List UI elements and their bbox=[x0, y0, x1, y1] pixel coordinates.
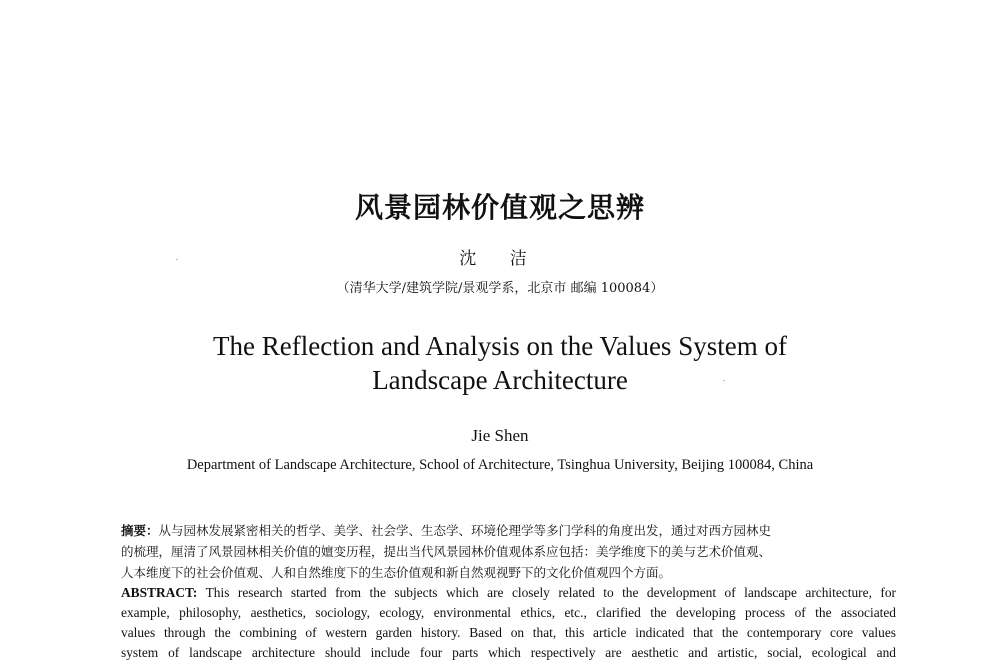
english-abstract-line: example, philosophy, aesthetics, sociology, ecology, environmental ethics, etc., clarified the developing process of the associated bbox=[121, 605, 896, 620]
english-abstract-text: This research started from the subjects which are closely related to the development of landscape architecture, for bbox=[197, 585, 896, 600]
scan-speck bbox=[176, 259, 178, 260]
english-affiliation: Department of Landscape Architecture, School of Architecture, Tsinghua University, Beijing 100084, China bbox=[186, 457, 814, 473]
english-abstract-line bbox=[121, 583, 896, 603]
english-abstract-line: system of landscape architecture should include four parts which respectively are aesthetic and artistic, social, ecological and bbox=[121, 645, 896, 660]
chinese-abstract-line bbox=[121, 520, 896, 541]
english-abstract-label: ABSTRACT: bbox=[121, 585, 198, 600]
scan-speck bbox=[723, 380, 725, 381]
chinese-abstract-label: 摘要： bbox=[121, 523, 159, 538]
chinese-abstract-text: 从与园林发展紧密相关的哲学、美学、社会学、生态学、环境伦理学等多门学科的角度出发，通过对西方园林史 bbox=[158, 523, 772, 538]
abstract-block bbox=[121, 520, 896, 663]
chinese-affiliation: （清华大学/建筑学院/景观学系，北京市 邮编 100084） bbox=[336, 281, 664, 296]
english-title-line-1: The Reflection and Analysis on the Values System of bbox=[213, 331, 787, 361]
english-title-line-2: Landscape Architecture bbox=[372, 365, 628, 395]
chinese-author: 沈 洁 bbox=[459, 249, 541, 269]
chinese-title: 风景园林价值观之思辨 bbox=[354, 191, 645, 224]
english-abstract-line: values through the combining of western garden history. Based on that, this article indicated that the contemporary core values bbox=[121, 625, 896, 640]
chinese-abstract-line: 人本维度下的社会价值观、人和自然维度下的生态价值观和新自然观视野下的文化价值观四个方面。 bbox=[121, 565, 672, 580]
chinese-abstract-line: 的梳理，厘清了风景园林相关价值的嬗变历程，提出当代风景园林价值观体系应包括：美学维度下的美与艺术价值观、 bbox=[121, 544, 772, 559]
english-title bbox=[0, 329, 1000, 397]
english-author: Jie Shen bbox=[471, 426, 529, 445]
